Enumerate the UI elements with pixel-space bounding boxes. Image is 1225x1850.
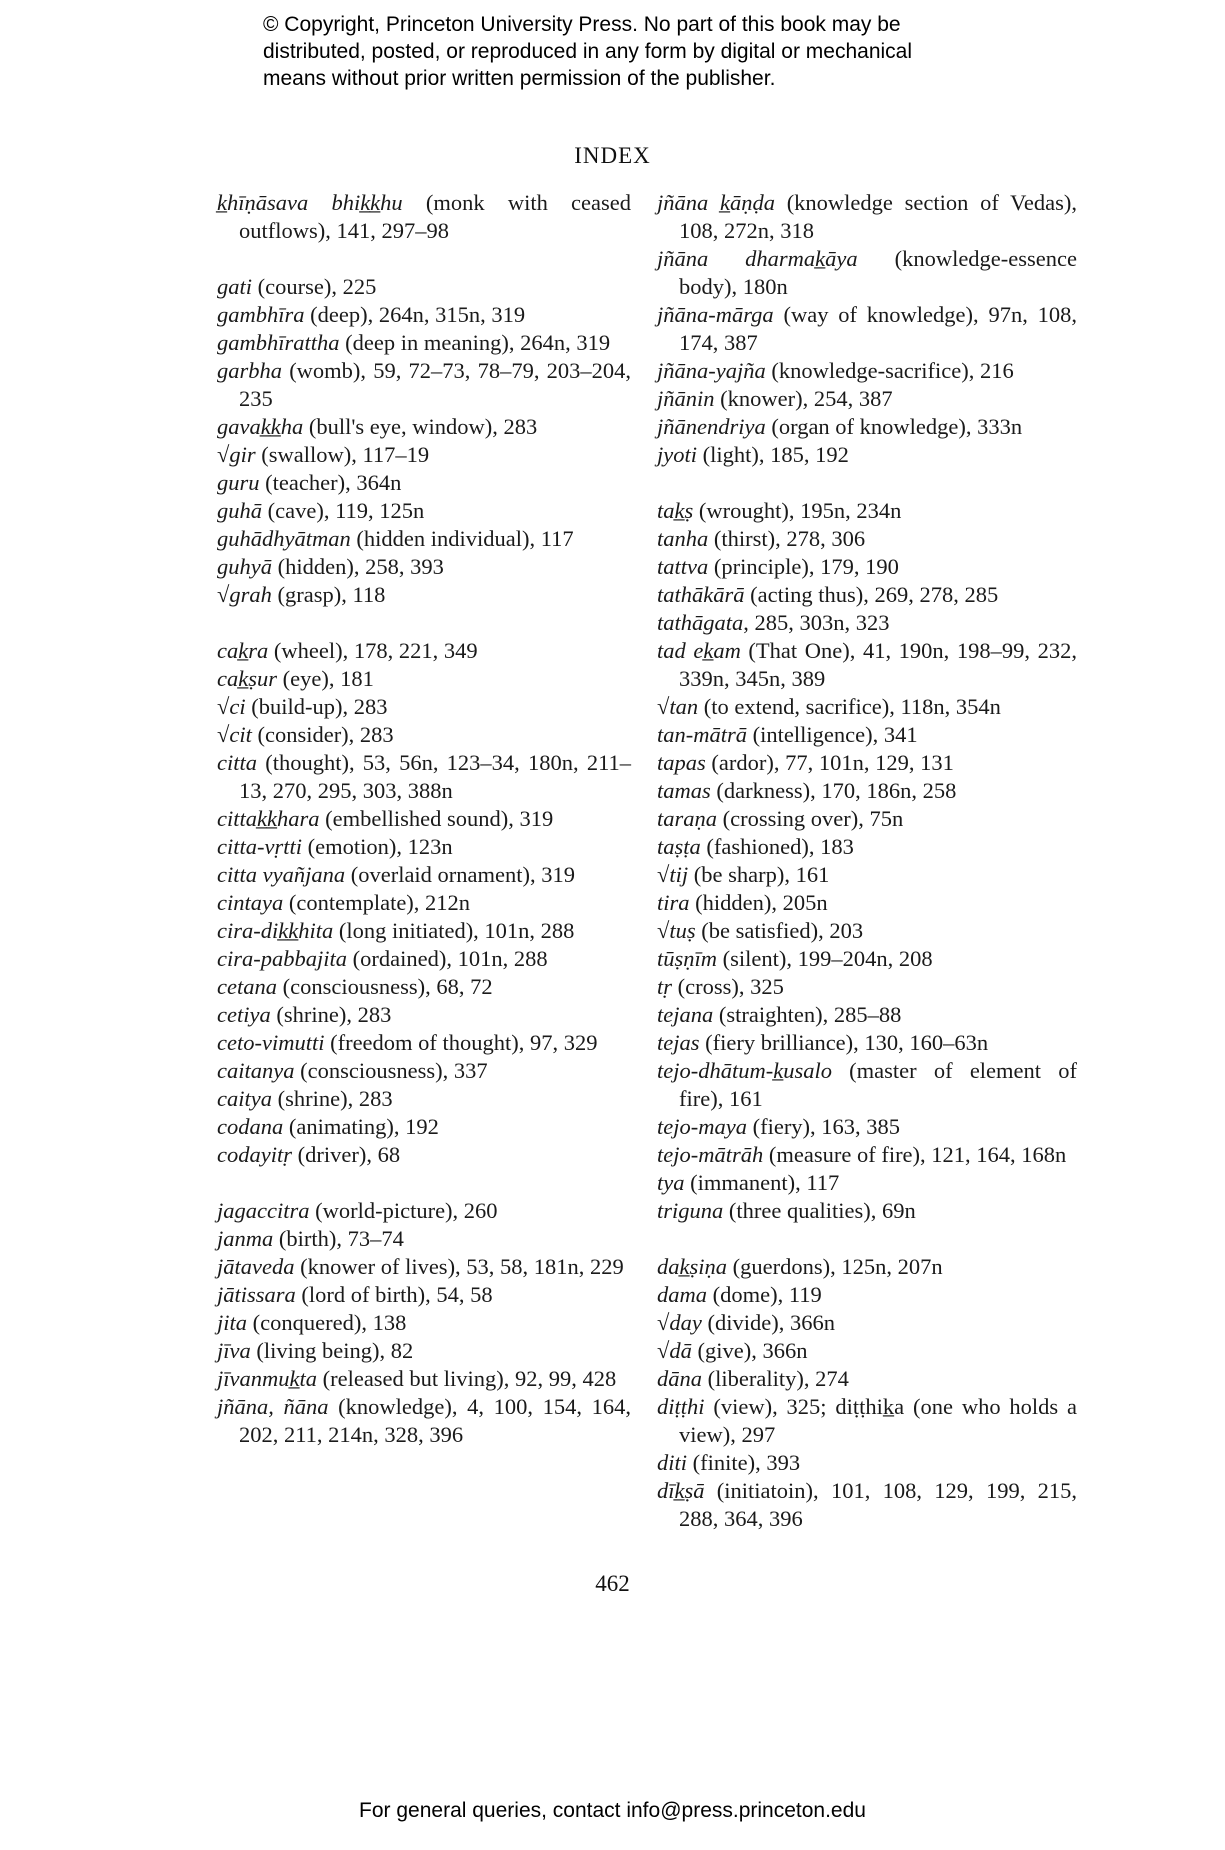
index-entry-term: jñāna-mārga xyxy=(657,302,774,327)
index-entry-references: (wheel), 178, 221, 349 xyxy=(268,638,478,663)
index-entry xyxy=(217,1029,631,1057)
index-entry-references: (overlaid ornament), 319 xyxy=(345,862,576,887)
index-entry xyxy=(657,1197,1077,1225)
index-entry-references: (lord of birth), 54, 58 xyxy=(295,1282,493,1307)
index-entry xyxy=(657,581,1077,609)
index-entry-term: jīvanmuk̲ta xyxy=(217,1366,317,1391)
index-entry xyxy=(217,1365,631,1393)
index-entry-references: (silent), 199–204n, 208 xyxy=(717,946,933,971)
index-entry-term: √tij xyxy=(657,862,689,887)
index-entry xyxy=(217,889,631,917)
index-entry-term: taraṇa xyxy=(657,806,718,831)
index-entry xyxy=(217,1253,631,1281)
index-entry xyxy=(657,553,1077,581)
index-entry xyxy=(217,637,631,665)
index-entry xyxy=(657,805,1077,833)
index-entry xyxy=(217,441,631,469)
page-number: 462 xyxy=(595,1571,630,1596)
index-entry-term: gavak̲k̲ha xyxy=(217,414,304,439)
index-entry xyxy=(657,749,1077,777)
index-entry xyxy=(217,693,631,721)
index-entry xyxy=(217,749,631,805)
index-entry-references: (eye), 181 xyxy=(277,666,374,691)
index-entry-references: (to extend, sacrifice), 118n, 354n xyxy=(698,694,1001,719)
index-entry xyxy=(217,469,631,497)
index-entry-term: √tan xyxy=(657,694,699,719)
index-entry-term: diti xyxy=(657,1450,688,1475)
index-entry-term: citta vyañjana xyxy=(217,862,346,887)
index-entry-references: (view), 325; diṭṭhik̲a (one who holds a view), 297 xyxy=(679,1394,1077,1447)
index-entry-term: guhyā xyxy=(217,554,272,579)
index-entry-references: (womb), 59, 72–73, 78–79, 203–204, 235 xyxy=(239,358,631,411)
index-entry xyxy=(657,1057,1077,1113)
index-entry xyxy=(657,1169,1077,1197)
index-entry-references: (wrought), 195n, 234n xyxy=(693,498,902,523)
index-entry-references: (measure of fire), 121, 164, 168n xyxy=(763,1142,1067,1167)
index-entry-term: tejas xyxy=(657,1030,700,1055)
index-entry-term: tejo-maya xyxy=(657,1114,747,1139)
index-entry-term: ceto-vimutti xyxy=(217,1030,325,1055)
index-entry-term: jñānin xyxy=(657,386,715,411)
index-entry xyxy=(657,861,1077,889)
index-entry-references: (knower), 254, 387 xyxy=(714,386,893,411)
index-entry-references: (consciousness), 337 xyxy=(294,1058,488,1083)
index-entry-term: jagaccitra xyxy=(217,1198,310,1223)
index-entry-references: (contemplate), 212n xyxy=(283,890,471,915)
index-entry-term: gambhīra xyxy=(217,302,305,327)
index-entry-references: (long initiated), 101n, 288 xyxy=(333,918,575,943)
index-entry xyxy=(657,497,1077,525)
index-entry xyxy=(657,917,1077,945)
index-entry-references: (initiatoin), 101, 108, 129, 199, 215, 288, 364, 396 xyxy=(679,1478,1077,1531)
index-entry-term: citta xyxy=(217,750,257,775)
index-entry-term: tejo-mātrāh xyxy=(657,1142,764,1167)
index-entry-references: (hidden), 205n xyxy=(689,890,828,915)
index-entry-references: (world-picture), 260 xyxy=(309,1198,498,1223)
index-entry-references: (organ of knowledge), 333n xyxy=(765,414,1023,439)
index-entry xyxy=(657,721,1077,749)
index-entry xyxy=(657,357,1077,385)
index-entry-term: tad ek̲am xyxy=(657,638,741,663)
index-entry-term: jātaveda xyxy=(217,1254,295,1279)
index-entry-term: jñānendriya xyxy=(657,414,766,439)
index-entry-references: (teacher), 364n xyxy=(259,470,402,495)
index-entry-references: (cross), 325 xyxy=(672,974,784,999)
index-entry-term: √tuṣ xyxy=(657,918,696,943)
index-entry xyxy=(657,637,1077,693)
index-entry-term: cira-pabbajita xyxy=(217,946,347,971)
index-entry-term: cittak̲k̲hara xyxy=(217,806,320,831)
index-entry-term: √cit xyxy=(217,722,252,747)
index-entry-term: jñāna dharmak̲āya xyxy=(657,246,858,271)
index-entry xyxy=(217,833,631,861)
index-entry-term: jīva xyxy=(217,1338,251,1363)
index-entry-term: janma xyxy=(217,1226,274,1251)
index-entry-references: (straighten), 285–88 xyxy=(713,1002,902,1027)
index-entry-references: (build-up), 283 xyxy=(245,694,388,719)
copyright-line: means without prior written permission of the publisher. xyxy=(263,67,776,90)
index-entry xyxy=(217,1281,631,1309)
index-entry-term: √grah xyxy=(217,582,272,607)
index-entry xyxy=(657,413,1077,441)
index-entry xyxy=(217,721,631,749)
index-entry xyxy=(217,1085,631,1113)
index-entry xyxy=(657,1113,1077,1141)
index-entry-term: k̲hīṇāsava bhik̲k̲hu xyxy=(217,190,403,215)
index-entry-references: (principle), 179, 190 xyxy=(708,554,899,579)
index-entry-references: (crossing over), 75n xyxy=(717,806,904,831)
index-entry-references: (way of knowledge), 97n, 108, 174, 387 xyxy=(679,302,1077,355)
index-entry xyxy=(657,889,1077,917)
index-entry xyxy=(217,861,631,889)
index-entry xyxy=(217,357,631,413)
index-entry-term: dak̲ṣiṇa xyxy=(657,1254,727,1279)
index-entry xyxy=(657,1365,1077,1393)
index-entry-references: (swallow), 117–19 xyxy=(255,442,430,467)
index-entry-references: (ardor), 77, 101n, 129, 131 xyxy=(705,750,954,775)
index-entry-term: caitya xyxy=(217,1086,272,1111)
index-entry-term: guhādhyātman xyxy=(217,526,351,551)
index-entry-references: (be sharp), 161 xyxy=(688,862,830,887)
index-entry-references: (birth), 73–74 xyxy=(273,1226,404,1251)
index-entry-references: (living being), 82 xyxy=(250,1338,414,1363)
index-entry-references: (knower of lives), 53, 58, 181n, 229 xyxy=(294,1254,624,1279)
index-entry-term: codana xyxy=(217,1114,284,1139)
index-entry xyxy=(657,609,1077,637)
index-entry-term: jātissara xyxy=(217,1282,296,1307)
index-entry xyxy=(217,917,631,945)
index-entry-references: (consider), 283 xyxy=(251,722,394,747)
index-entry-references: (three qualities), 69n xyxy=(723,1198,916,1223)
index-entry xyxy=(217,301,631,329)
index-entry xyxy=(217,805,631,833)
index-entry xyxy=(657,1029,1077,1057)
index-entry-term: dāna xyxy=(657,1366,702,1391)
index-entry xyxy=(217,553,631,581)
index-entry-references: (acting thus), 269, 278, 285 xyxy=(744,582,999,607)
index-entry-references: (immanent), 117 xyxy=(684,1170,840,1195)
index-entry-references: (cave), 119, 125n xyxy=(262,498,425,523)
index-entry-term: tathāgata xyxy=(657,610,744,635)
index-entry-term: diṭṭhi xyxy=(657,1394,705,1419)
index-entry-term: dama xyxy=(657,1282,707,1307)
index-entry-term: √ci xyxy=(217,694,246,719)
index-column-left xyxy=(217,189,631,1449)
index-entry-term: gati xyxy=(217,274,253,299)
index-entry xyxy=(657,777,1077,805)
index-entry-references: (shrine), 283 xyxy=(270,1002,392,1027)
page-title: INDEX xyxy=(574,143,651,168)
index-entry xyxy=(217,1057,631,1085)
copyright-notice xyxy=(263,11,1023,92)
index-entry-references: (course), 225 xyxy=(252,274,377,299)
index-entry xyxy=(657,1337,1077,1365)
index-entry-references: (emotion), 123n xyxy=(301,834,453,859)
index-entry-references: (give), 366n xyxy=(691,1338,808,1363)
index-entry-references: (knowledge-sacrifice), 216 xyxy=(765,358,1014,383)
index-entry-term: cintaya xyxy=(217,890,284,915)
index-entry xyxy=(217,665,631,693)
index-entry xyxy=(217,973,631,1001)
index-entry-references: (light), 185, 192 xyxy=(697,442,849,467)
index-entry-term: √day xyxy=(657,1310,702,1335)
index-entry xyxy=(217,1001,631,1029)
index-entry xyxy=(657,245,1077,301)
index-entry-references: (knowledge section of Vedas), 108, 272n, 318 xyxy=(679,190,1077,243)
index-entry-term: citta-vṛtti xyxy=(217,834,302,859)
index-entry-references: (deep), 264n, 315n, 319 xyxy=(304,302,526,327)
index-entry-term: dīk̲ṣā xyxy=(657,1478,705,1503)
index-entry-term: tejana xyxy=(657,1002,714,1027)
index-entry xyxy=(657,441,1077,469)
index-entry-term: guru xyxy=(217,470,260,495)
index-entry-references: (thirst), 278, 306 xyxy=(708,526,866,551)
index-entry-term: jñāna, ñāna xyxy=(217,1394,329,1419)
index-entry xyxy=(657,693,1077,721)
index-entry-references: (knowledge-essence body), 180n xyxy=(679,246,1077,299)
index-entry xyxy=(657,525,1077,553)
index-entry-term: tathākārā xyxy=(657,582,745,607)
copyright-line: © Copyright, Princeton University Press. No part of this book may be xyxy=(263,13,901,36)
index-entry-term: √gir xyxy=(217,442,256,467)
index-entry xyxy=(657,1253,1077,1281)
index-entry-references: (hidden individual), 117 xyxy=(350,526,574,551)
index-entry-references: (thought), 53, 56n, 123–34, 180n, 211–13, 270, 295, 303, 388n xyxy=(239,750,631,803)
index-entry-term: tan-mātrā xyxy=(657,722,747,747)
index-entry xyxy=(657,1477,1077,1533)
index-entry-term: tamas xyxy=(657,778,711,803)
index-entry-references: (be satisfied), 203 xyxy=(695,918,864,943)
index-entry-term: jñāna-yajña xyxy=(657,358,766,383)
index-entry-term: tira xyxy=(657,890,690,915)
index-entry-references: (liberality), 274 xyxy=(702,1366,849,1391)
index-entry xyxy=(217,945,631,973)
index-entry xyxy=(217,525,631,553)
index-entry-references: (driver), 68 xyxy=(291,1142,401,1167)
index-entry xyxy=(657,1141,1077,1169)
index-entry-term: tūṣṇīm xyxy=(657,946,718,971)
index-entry xyxy=(657,945,1077,973)
index-entry-references: (released but living), 92, 99, 428 xyxy=(316,1366,617,1391)
index-entry-references: (ordained), 101n, 288 xyxy=(347,946,548,971)
footer-contact: For general queries, contact info@press.princeton.edu xyxy=(359,1799,866,1822)
index-entry-references: (shrine), 283 xyxy=(271,1086,393,1111)
index-entry-references: (grasp), 118 xyxy=(271,582,386,607)
index-entry xyxy=(657,973,1077,1001)
index-entry xyxy=(657,385,1077,413)
index-entry-references: (monk with ceased outflows), 141, 297–98 xyxy=(239,190,631,243)
index-entry-term: caitanya xyxy=(217,1058,295,1083)
index-entry-term: triguna xyxy=(657,1198,724,1223)
index-entry-term: taṣṭa xyxy=(657,834,701,859)
index-entry-references: (guerdons), 125n, 207n xyxy=(727,1254,943,1279)
index-entry xyxy=(217,189,631,245)
index-entry-references: (master of element of fire), 161 xyxy=(679,1058,1077,1111)
index-entry-references: (bull's eye, window), 283 xyxy=(303,414,538,439)
index-entry-term: tattva xyxy=(657,554,709,579)
index-entry xyxy=(217,329,631,357)
index-entry-references: (fashioned), 183 xyxy=(700,834,854,859)
index-entry-references: (fiery), 163, 385 xyxy=(746,1114,901,1139)
index-entry-references: (freedom of thought), 97, 329 xyxy=(324,1030,598,1055)
index-entry xyxy=(217,1197,631,1225)
index-entry-term: cetana xyxy=(217,974,277,999)
index-entry-term: guhā xyxy=(217,498,262,523)
index-entry xyxy=(657,1309,1077,1337)
index-entry xyxy=(217,273,631,301)
index-entry xyxy=(217,413,631,441)
index-entry-term: tejo-dhātum-k̲usalo xyxy=(657,1058,832,1083)
index-column-right xyxy=(657,189,1077,1533)
index-entry-term: garbha xyxy=(217,358,283,383)
index-entry xyxy=(217,581,631,609)
index-entry-term: codayitṛ xyxy=(217,1142,292,1167)
index-entry xyxy=(217,1337,631,1365)
index-entry-term: gambhīrattha xyxy=(217,330,340,355)
index-entry-references: , 285, 303n, 323 xyxy=(743,610,890,635)
index-entry-references: (deep in meaning), 264n, 319 xyxy=(339,330,611,355)
index-entry-references: (divide), 366n xyxy=(701,1310,835,1335)
index-entry xyxy=(217,1225,631,1253)
index-entry-term: tya xyxy=(657,1170,685,1195)
copyright-line: distributed, posted, or reproduced in any form by digital or mechanical xyxy=(263,40,913,63)
index-entry xyxy=(657,1001,1077,1029)
index-entry-references: (embellished sound), 319 xyxy=(319,806,554,831)
index-entry xyxy=(217,1141,631,1169)
index-entry-term: cira-dik̲k̲hita xyxy=(217,918,334,943)
index-entry-references: (intelligence), 341 xyxy=(747,722,918,747)
index-entry xyxy=(657,833,1077,861)
index-entry xyxy=(657,1449,1077,1477)
index-entry-term: tak̲ṣ xyxy=(657,498,694,523)
index-entry-references: (hidden), 258, 393 xyxy=(272,554,444,579)
index-entry-references: (consciousness), 68, 72 xyxy=(276,974,493,999)
index-entry xyxy=(657,301,1077,357)
index-entry-term: tṛ xyxy=(657,974,673,999)
index-entry-references: (finite), 393 xyxy=(687,1450,801,1475)
index-entry-term: tapas xyxy=(657,750,706,775)
index-entry-term: cetiya xyxy=(217,1002,271,1027)
index-entry-references: (animating), 192 xyxy=(283,1114,439,1139)
index-entry xyxy=(217,1393,631,1449)
index-entry-term: cak̲ra xyxy=(217,638,269,663)
index-entry-references: (knowledge), 4, 100, 154, 164, 202, 211, 214n, 328, 396 xyxy=(239,1394,631,1447)
index-entry xyxy=(217,1309,631,1337)
index-entry xyxy=(657,1393,1077,1449)
index-entry xyxy=(217,497,631,525)
index-entry xyxy=(657,189,1077,245)
index-entry-references: (darkness), 170, 186n, 258 xyxy=(710,778,957,803)
index-entry-references: (dome), 119 xyxy=(707,1282,822,1307)
index-entry xyxy=(657,1281,1077,1309)
index-entry-references: (fiery brilliance), 130, 160–63n xyxy=(699,1030,989,1055)
index-entry-term: cak̲ṣur xyxy=(217,666,277,691)
index-entry-term: √dā xyxy=(657,1338,692,1363)
index-entry-references: (That One), 41, 190n, 198–99, 232, 339n, 345n, 389 xyxy=(679,638,1077,691)
index-entry-references: (conquered), 138 xyxy=(247,1310,407,1335)
index-entry-term: tanha xyxy=(657,526,709,551)
index-entry-term: jita xyxy=(217,1310,248,1335)
index-entry-term: jñāna k̲āṇḍa xyxy=(657,190,775,215)
index-entry-term: jyoti xyxy=(657,442,697,467)
index-entry xyxy=(217,1113,631,1141)
